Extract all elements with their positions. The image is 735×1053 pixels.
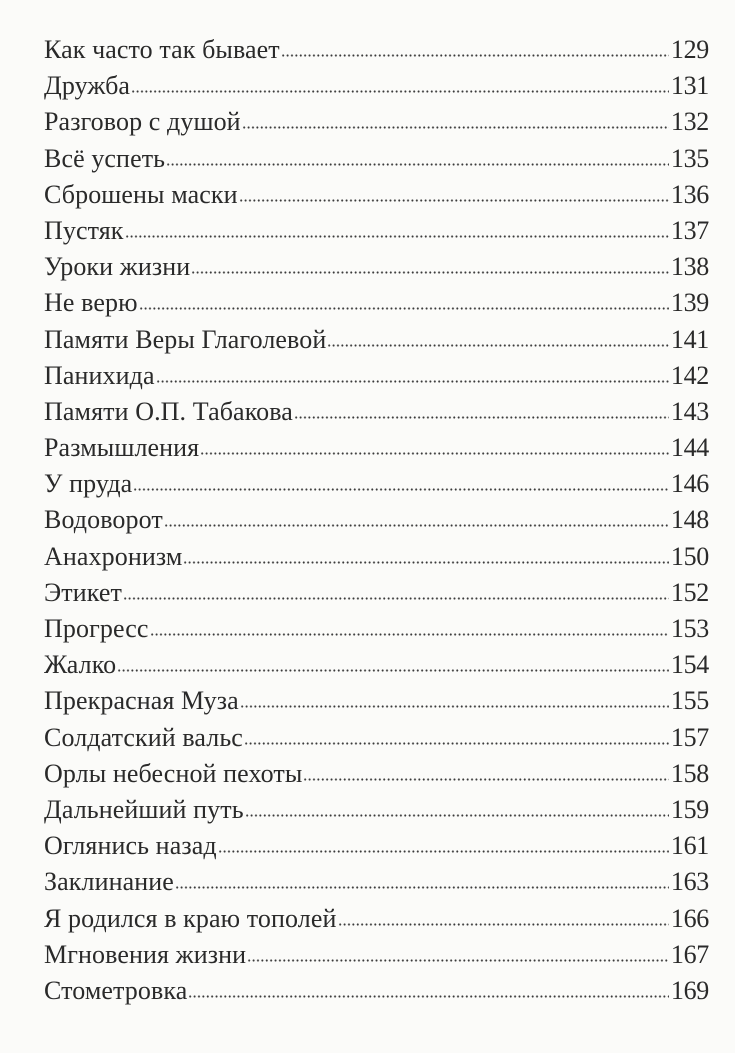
toc-entry-title: Оглянись назад: [44, 831, 217, 861]
toc-entry: [44, 723, 709, 759]
toc-entry-page-number: 141: [670, 324, 709, 354]
toc-entry: [44, 144, 709, 180]
toc-entry-title: Как часто так бывает: [44, 35, 280, 64]
dot-leader: [150, 633, 669, 636]
toc-entry-page-number: 131: [670, 71, 709, 101]
toc-entry: [44, 252, 709, 288]
toc-entry-page-number: 138: [670, 252, 709, 282]
dot-leader: [240, 705, 669, 708]
dot-leader: [183, 561, 668, 564]
toc-entry: [44, 867, 709, 903]
toc-entry-title: Солдатский вальс: [44, 722, 243, 752]
toc-entry: [44, 107, 709, 143]
toc-entry-page-number: 136: [670, 179, 709, 209]
toc-entry-page-number: 159: [670, 794, 709, 824]
toc-entry-title: Водоворот: [44, 505, 163, 535]
toc-entry-page-number: 163: [670, 867, 709, 897]
toc-entry-page-number: 143: [670, 396, 709, 426]
toc-entry-page-number: 137: [670, 215, 709, 245]
toc-entry: [44, 505, 709, 541]
toc-entry-page-number: 154: [670, 650, 709, 680]
toc-entry-title: Панихида: [44, 360, 155, 390]
toc-entry-title: Я родился в краю тополей: [44, 903, 337, 933]
toc-entry: [44, 35, 709, 71]
toc-entry-page-number: 139: [670, 288, 709, 318]
toc-entry-title: Прекрасная Муза: [44, 686, 239, 716]
toc-entry-page-number: 152: [670, 577, 709, 607]
toc-entry-page-number: 169: [670, 975, 709, 1005]
dot-leader: [191, 271, 669, 274]
dot-leader: [166, 163, 669, 166]
dot-leader: [294, 416, 669, 419]
dot-leader: [131, 90, 669, 93]
toc-entry: [44, 216, 709, 252]
toc-entry-page-number: 144: [670, 433, 709, 463]
toc-entry: [44, 325, 709, 361]
toc-entry-title: Прогресс: [44, 614, 149, 643]
toc-entry-page-number: 157: [670, 722, 709, 752]
dot-leader: [338, 923, 669, 926]
dot-leader: [139, 307, 669, 310]
dot-leader: [303, 778, 669, 781]
toc-entry: [44, 831, 709, 867]
toc-entry-title: Дружба: [44, 71, 131, 101]
toc-entry-title: Всё успеть: [44, 143, 166, 173]
toc-entry-title: Орлы небесной пехоты: [44, 758, 303, 788]
toc-entry: [44, 71, 709, 107]
toc-entry: [44, 433, 709, 469]
dot-leader: [200, 452, 669, 455]
dot-leader: [188, 995, 669, 998]
toc-entry: [44, 469, 709, 505]
dot-leader: [281, 54, 669, 57]
table-of-contents: [44, 35, 709, 1012]
toc-entry-page-number: 161: [670, 831, 709, 861]
toc-entry-title: Памяти О.П. Табакова: [44, 396, 293, 426]
dot-leader: [164, 524, 669, 527]
toc-entry-title: Сброшены маски: [44, 179, 238, 209]
toc-entry-page-number: 132: [670, 107, 709, 137]
toc-entry-page-number: 150: [670, 541, 709, 571]
dot-leader: [133, 488, 669, 491]
toc-entry-title: Анахронизм: [44, 541, 183, 571]
dot-leader: [242, 126, 669, 129]
toc-entry: [44, 650, 709, 686]
dot-leader: [327, 344, 669, 347]
toc-entry: [44, 904, 709, 940]
toc-entry-page-number: 166: [670, 903, 709, 933]
toc-entry-title: Мгновения жизни: [44, 939, 247, 969]
toc-entry-page-number: 153: [670, 614, 709, 643]
dot-leader: [117, 669, 669, 672]
toc-entry-title: Разговор с душой: [44, 107, 241, 137]
dot-leader: [123, 597, 669, 600]
dot-leader: [156, 380, 669, 383]
dot-leader: [218, 850, 669, 853]
toc-entry: [44, 180, 709, 216]
toc-entry: [44, 397, 709, 433]
dot-leader: [175, 886, 669, 889]
toc-entry-title: Стометровка: [44, 975, 188, 1005]
toc-entry-title: Памяти Веры Глаголевой: [44, 324, 327, 354]
toc-entry: [44, 361, 709, 397]
toc-entry: [44, 288, 709, 324]
toc-entry-title: Заклинание: [44, 867, 174, 897]
toc-entry: [44, 578, 709, 614]
toc-entry: [44, 759, 709, 795]
toc-entry: [44, 976, 709, 1012]
toc-entry: [44, 686, 709, 722]
toc-entry-page-number: 135: [670, 143, 709, 173]
toc-entry-title: У пруда: [44, 469, 133, 499]
toc-entry-title: Жалко: [44, 650, 117, 680]
toc-entry-page-number: 155: [670, 686, 709, 716]
toc-entry-title: Этикет: [44, 577, 122, 607]
toc-entry-page-number: 148: [670, 505, 709, 535]
toc-entry: [44, 542, 709, 578]
dot-leader: [247, 959, 669, 962]
toc-entry-page-number: 158: [670, 758, 709, 788]
toc-entry-page-number: 146: [670, 469, 709, 499]
toc-entry-title: Пустяк: [44, 215, 124, 245]
toc-entry-page-number: 167: [670, 939, 709, 969]
toc-entry-title: Не верю: [44, 288, 138, 318]
toc-entry-page-number: 142: [670, 360, 709, 390]
toc-entry-title: Размышления: [44, 433, 200, 463]
toc-entry-title: Дальнейший путь: [44, 794, 244, 824]
toc-entry: [44, 940, 709, 976]
dot-leader: [125, 235, 669, 238]
toc-entry-page-number: 129: [670, 35, 709, 64]
dot-leader: [245, 814, 669, 817]
toc-entry: [44, 795, 709, 831]
dot-leader: [244, 742, 669, 745]
toc-entry: [44, 614, 709, 650]
toc-entry-title: Уроки жизни: [44, 252, 191, 282]
dot-leader: [239, 199, 669, 202]
